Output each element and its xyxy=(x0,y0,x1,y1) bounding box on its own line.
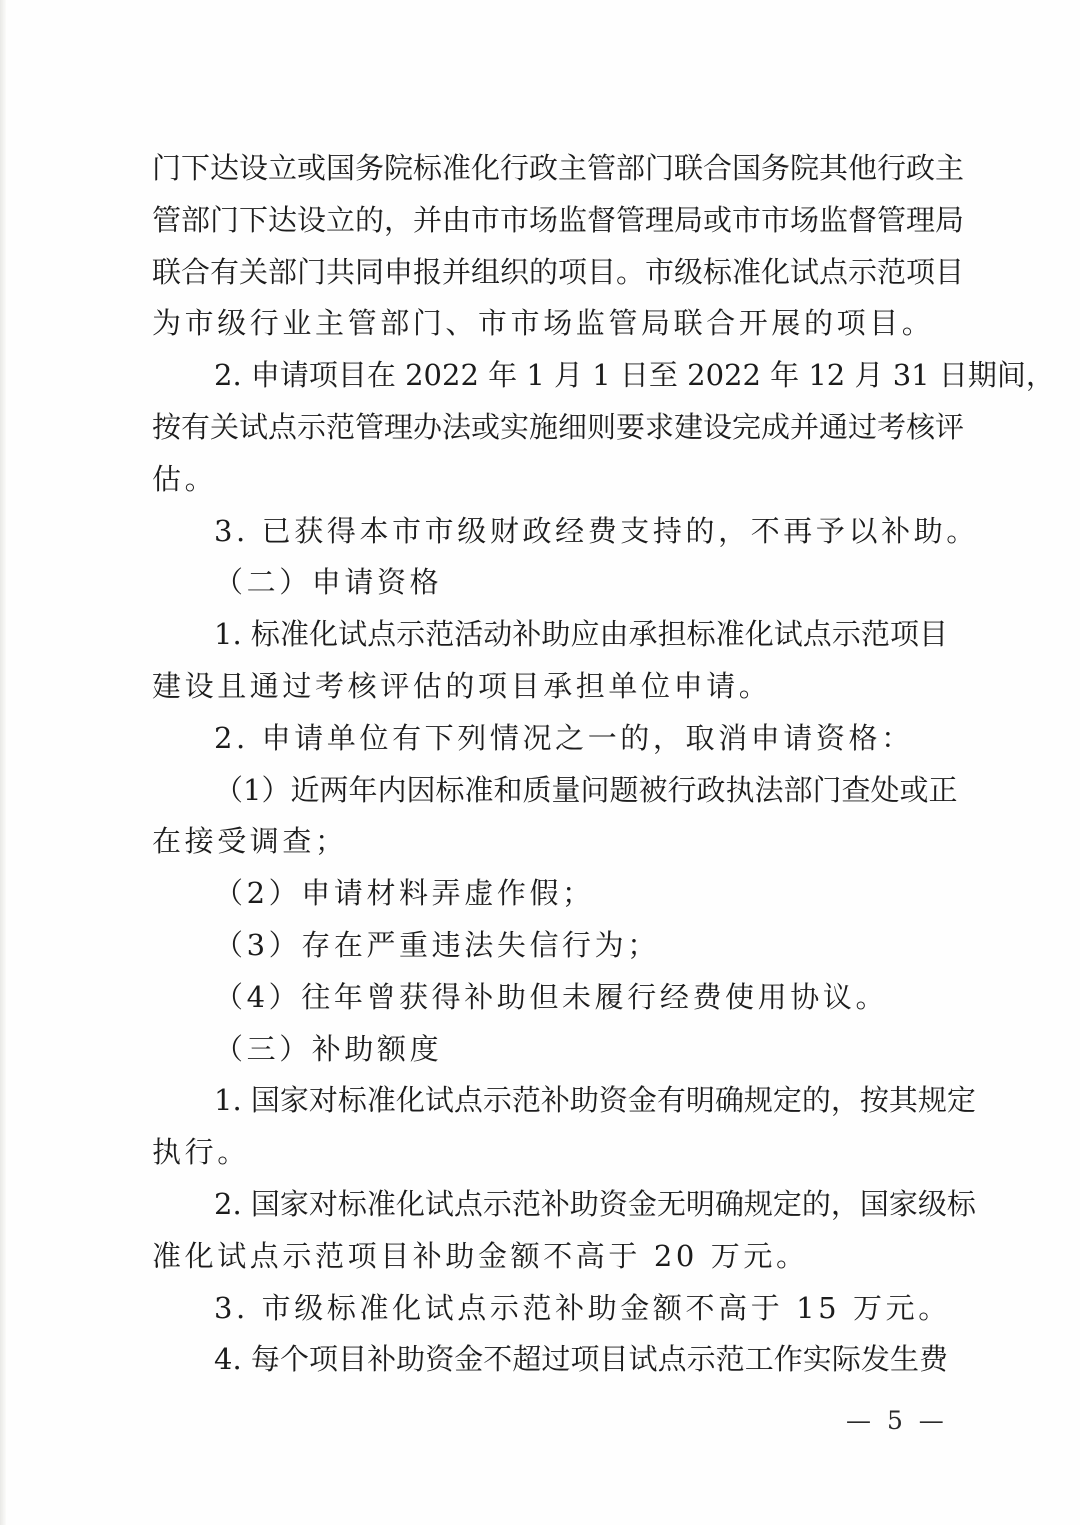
text-line: 执行。 xyxy=(152,1135,250,1170)
text-line: 估。 xyxy=(152,461,218,496)
text-line: （1）近两年内因标准和质量问题被行政执法部门查处或正 xyxy=(214,772,958,807)
text-line: 在接受调查； xyxy=(152,824,348,859)
text-line: 为市级行业主管部门、市市场监管局联合开展的项目。 xyxy=(152,306,935,341)
text-line: 联合有关部门共同申报并组织的项目。市级标准化试点示范项目 xyxy=(152,254,965,289)
text-line: 管部门下达设立的，并由市市场监督管理局或市市场监督管理局 xyxy=(152,202,965,237)
text-line: 1. 国家对标准化试点示范补助资金有明确规定的，按其规定 xyxy=(214,1083,976,1118)
text-line: （三）补助额度 xyxy=(214,1031,443,1066)
text-line: 2. 申请项目在 2022 年 1 月 1 日至 2022 年 12 月 31 日期间， xyxy=(214,358,1055,393)
text-line: （4）往年曾获得补助但未履行经费使用协议。 xyxy=(214,979,889,1014)
text-line: 3. 市级标准化试点示范补助金额不高于 15 万元。 xyxy=(214,1290,951,1325)
text-line: 1. 标准化试点示范活动补助应由承担标准化试点示范项目 xyxy=(214,617,948,652)
document-body xyxy=(152,143,1055,1386)
text-line: （3）存在严重违法失信行为； xyxy=(214,927,660,962)
text-line: 2. 申请单位有下列情况之一的，取消申请资格： xyxy=(214,720,914,755)
text-line: 2. 国家对标准化试点示范补助资金无明确规定的，国家级标 xyxy=(214,1186,976,1221)
text-line: 准化试点示范项目补助金额不高于 20 万元。 xyxy=(152,1238,809,1273)
text-line: （2）申请材料弄虚作假； xyxy=(214,876,595,911)
page-number: — 5 — xyxy=(846,1406,948,1435)
text-line: （二）申请资格 xyxy=(214,565,443,600)
scan-edge-shadow xyxy=(0,0,6,1525)
text-line: 按有关试点示范管理办法或实施细则要求建设完成并通过考核评 xyxy=(152,409,965,444)
text-line: 4. 每个项目补助资金不超过项目试点示范工作实际发生费 xyxy=(214,1342,948,1377)
text-line: 建设且通过考核评估的项目承担单位申请。 xyxy=(152,668,772,703)
text-line: 3. 已获得本市市级财政经费支持的，不再予以补助。 xyxy=(214,513,979,548)
text-line: 门下达设立或国务院标准化行政主管部门联合国务院其他行政主 xyxy=(152,151,965,185)
